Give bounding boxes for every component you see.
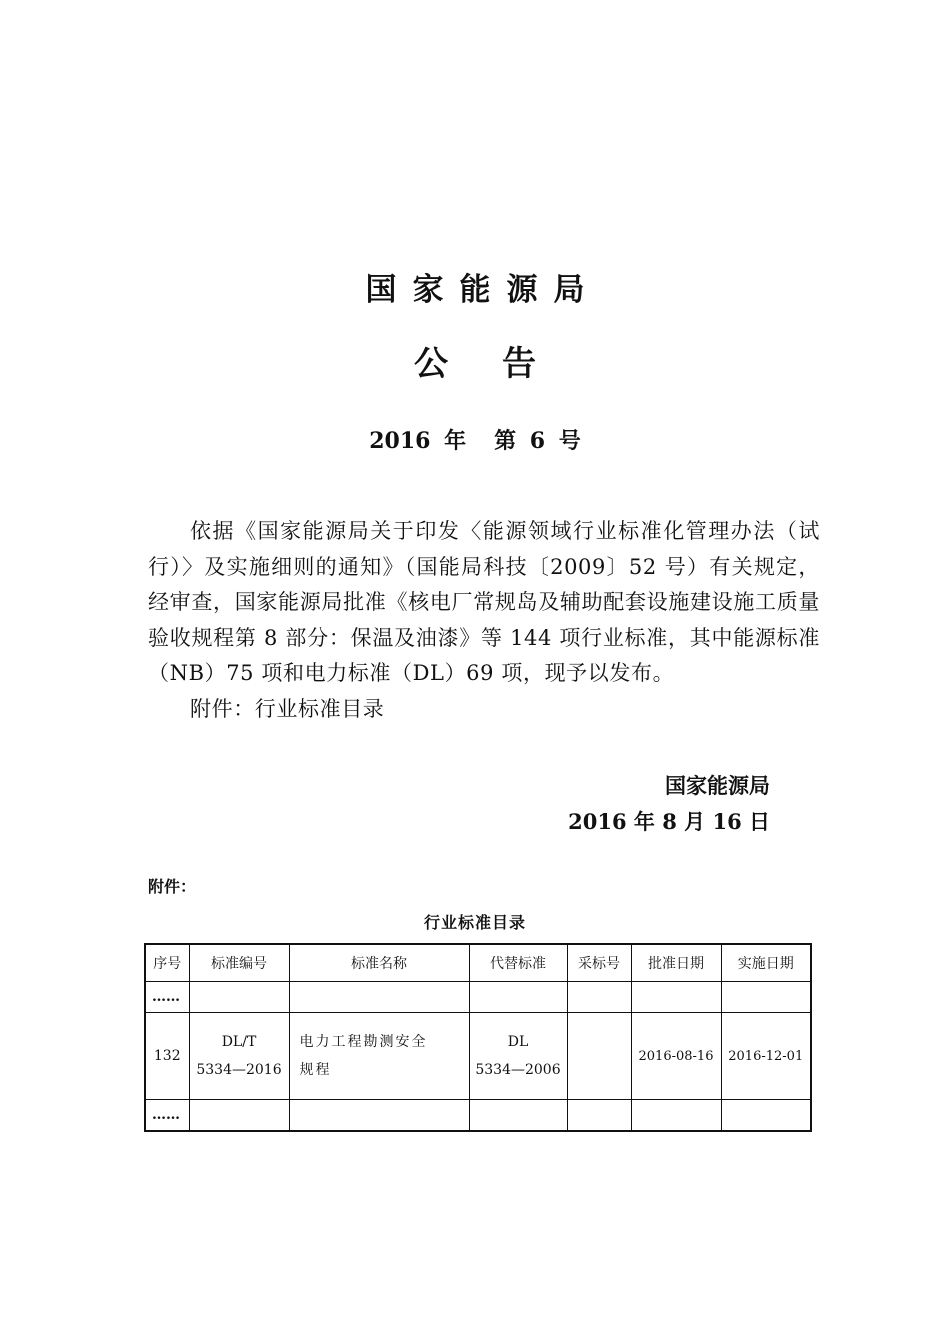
table-row — [145, 1013, 811, 1100]
issue-no: 第 6 号 — [494, 428, 581, 454]
cell-replaces — [469, 1013, 567, 1100]
table-header-row — [145, 944, 811, 982]
signature-date: 2016 年 8 月 16 日 — [568, 809, 770, 834]
empty-cell — [721, 1100, 811, 1132]
cell-name — [289, 1013, 469, 1100]
col-code: 标准编号 — [189, 944, 289, 982]
cell-adoption — [567, 1013, 631, 1100]
col-replaces: 代替标准 — [469, 944, 567, 982]
empty-cell — [289, 982, 469, 1013]
empty-cell — [631, 1100, 721, 1132]
empty-cell — [567, 982, 631, 1013]
empty-cell — [631, 982, 721, 1013]
col-approval-date: 批准日期 — [631, 944, 721, 982]
table-row — [145, 982, 811, 1013]
col-seq: 序号 — [145, 944, 189, 982]
issue-year: 2016 年 — [369, 428, 467, 454]
standards-table — [144, 943, 812, 1132]
col-effective-date: 实施日期 — [721, 944, 811, 982]
col-name: 标准名称 — [289, 944, 469, 982]
attachment-label: 附件： — [148, 877, 197, 896]
ellipsis-cell: …… — [145, 1100, 189, 1132]
name-line2: 规程 — [299, 1062, 332, 1078]
col-adoption: 采标号 — [567, 944, 631, 982]
replaces-line2: 5334—2006 — [475, 1062, 561, 1078]
code-line2: 5334—2016 — [196, 1062, 282, 1078]
empty-cell — [289, 1100, 469, 1132]
empty-cell — [469, 982, 567, 1013]
notice-body — [148, 514, 820, 727]
cell-code — [189, 1013, 289, 1100]
name-line1: 电力工程勘测安全 — [299, 1034, 428, 1050]
empty-cell — [567, 1100, 631, 1132]
body-paragraph: 依据《国家能源局关于印发〈能源领域行业标准化管理办法（试行）〉及实施细则的通知》（国能局科技〔2009〕52 号）有关规定，经审查，国家能源局批准《核电厂常规岛及辅助配套设施建设施工质量验收规程第 8 部分：保温及油漆》等 144 项行业标准，其中能源标准（NB）75 项和电力标准（DL）69 项，现予以发布。 — [148, 519, 820, 685]
cell-seq: 132 — [145, 1013, 189, 1100]
replaces-line1: DL — [507, 1034, 529, 1050]
cell-approval-date: 2016-08-16 — [631, 1013, 721, 1100]
org-title: 国家能源局 — [365, 272, 601, 308]
empty-cell — [189, 982, 289, 1013]
cell-effective-date: 2016-12-01 — [721, 1013, 811, 1100]
table-row — [145, 1100, 811, 1132]
empty-cell — [469, 1100, 567, 1132]
signature-org: 国家能源局 — [665, 774, 770, 798]
table-title: 行业标准目录 — [423, 913, 526, 932]
ellipsis-cell: …… — [145, 982, 189, 1013]
empty-cell — [721, 982, 811, 1013]
empty-cell — [189, 1100, 289, 1132]
attachment-note: 附件：行业标准目录 — [190, 696, 385, 721]
notice-title: 公告 — [414, 344, 590, 384]
issue-number — [0, 424, 950, 455]
code-line1: DL/T — [221, 1034, 257, 1050]
